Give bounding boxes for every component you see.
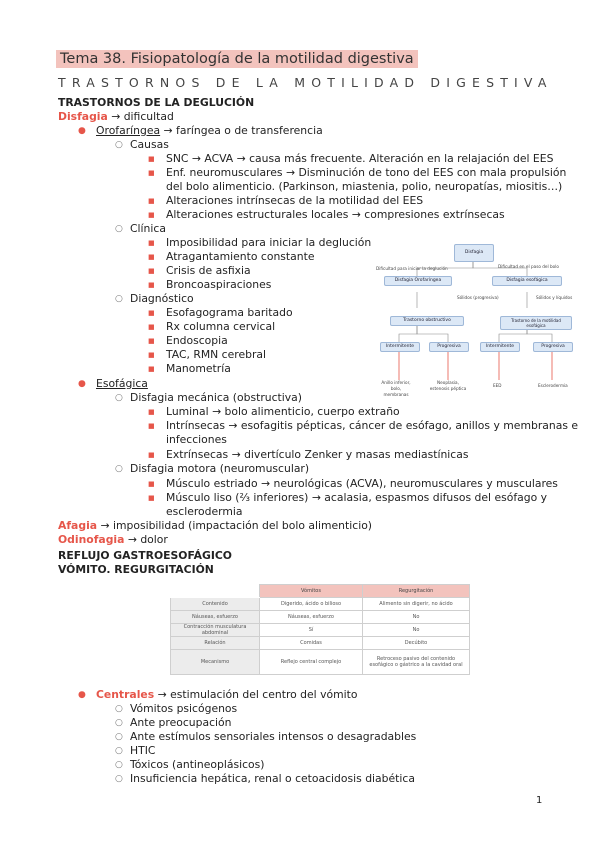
diagnostico-item: TAC, RMN cerebral — [166, 348, 267, 361]
vomito-regurgitacion-table — [170, 584, 470, 675]
causa-item: Alteraciones intrínsecas de la motilidad del EES — [166, 194, 424, 207]
bullet-circle-icon: ○ — [115, 760, 123, 770]
bullet-square-icon: ■ — [148, 211, 155, 219]
bullet-square-icon: ■ — [148, 494, 155, 502]
causa-item: Alteraciones estructurales locales → compresiones extrínsecas — [166, 208, 505, 221]
bullet-square-icon: ■ — [148, 253, 155, 261]
bullet-square-icon: ■ — [148, 408, 155, 416]
diagram-leaf-note: Esclerodermia — [538, 383, 568, 388]
disfagia-term: Disfagia — [58, 110, 108, 123]
diagram-root-node: Disfagia — [454, 244, 494, 262]
causas-label: Causas — [130, 138, 169, 151]
diagram-motilidad-node: Trastorno de la motilidad esofágica — [500, 316, 572, 330]
bullet-circle-icon: ○ — [115, 294, 123, 304]
centrales-item: Ante estímulos sensoriales intensos o desagradables — [130, 730, 417, 743]
table-cell: Reflejo central complejo — [260, 650, 363, 675]
bullet-square-icon: ■ — [148, 422, 155, 430]
table-row — [171, 650, 470, 675]
table-row — [171, 598, 470, 611]
table-header-cell — [171, 585, 260, 598]
motora-item-continuation: esclerodermia — [166, 505, 243, 518]
clinica-item: Broncoaspiraciones — [166, 278, 272, 291]
table-cell: Náuseas, esfuerzo — [260, 611, 363, 624]
centrales-item: Tóxicos (antineoplásicos) — [130, 758, 265, 771]
orofaringea-def: → faríngea o de transferencia — [160, 124, 323, 137]
odinofagia-def: → dolor — [124, 533, 168, 546]
diagnostico-label: Diagnóstico — [130, 292, 194, 305]
diagnostico-item: Endoscopia — [166, 334, 228, 347]
diagram-esofagica-node: Disfagia esofágica — [492, 276, 562, 286]
reflujo-heading: REFLUJO GASTROESOFÁGICO — [58, 549, 232, 562]
table-cell: Digerido, ácido o bilioso — [260, 598, 363, 611]
bullet-dot-icon: ● — [78, 126, 86, 136]
table-cell: Alimento sin digerir, no ácido — [363, 598, 470, 611]
table-row-header: Contracción musculatura abdominal — [171, 624, 260, 637]
mecanica-item: Luminal → bolo alimenticio, cuerpo extraño — [166, 405, 400, 418]
bullet-square-icon: ■ — [148, 281, 155, 289]
causa-item: Enf. neuromusculares → Disminución de tono del EES con mala propulsión — [166, 166, 567, 179]
table-cell: Decúbito — [363, 637, 470, 650]
bullet-circle-icon: ○ — [115, 704, 123, 714]
orofaringea-line — [96, 124, 323, 138]
page-number: 1 — [536, 795, 543, 806]
centrales-item: Ante preocupación — [130, 716, 232, 729]
table-row-header: Náuseas, esfuerzo — [171, 611, 260, 624]
diagram-leaf-node: Intermitente — [380, 342, 420, 352]
diagnostico-item: Manometría — [166, 362, 231, 375]
motora-label: Disfagia motora (neuromuscular) — [130, 462, 310, 475]
diagram-leaf-node: Progresiva — [429, 342, 469, 352]
table-row-header: Contenido — [171, 598, 260, 611]
centrales-line — [96, 688, 357, 702]
bullet-square-icon: ■ — [148, 351, 155, 359]
table-cell: Retroceso pasivo del contenido esofágico o gástrico a la cavidad oral — [363, 650, 470, 675]
afagia-line — [58, 519, 372, 533]
diagram-liquid-caption: Sólidos y líquidos — [536, 295, 573, 300]
bullet-circle-icon: ○ — [115, 746, 123, 756]
odinofagia-term: Odinofagia — [58, 533, 125, 546]
clinica-item: Atragantamiento constante — [166, 250, 315, 263]
bullet-square-icon: ■ — [148, 323, 155, 331]
diagram-solid-caption: Sólidos (progresiva) — [457, 295, 499, 300]
motora-item: Músculo liso (⅔ inferiores) → acalasia, espasmos difusos del esófago y — [166, 491, 548, 504]
diagram-leaf-note: EED — [493, 383, 502, 388]
bullet-square-icon: ■ — [148, 169, 155, 177]
bullet-circle-icon: ○ — [115, 464, 123, 474]
table-row-header: Relación — [171, 637, 260, 650]
centrales-def: → estimulación del centro del vómito — [154, 688, 358, 701]
table-row — [171, 624, 470, 637]
table-row — [171, 637, 470, 650]
table-cell: No — [363, 611, 470, 624]
section-subtitle: TRASTORNOS DE LA MOTILIDAD DIGESTIVA — [58, 75, 553, 90]
bullet-circle-icon: ○ — [115, 224, 123, 234]
diagnostico-item: Rx columna cervical — [166, 320, 276, 333]
diagram-orofaringea-node: Disfagia Orofaríngea — [384, 276, 452, 286]
diagram-leaf-note: Anillo inferior, bolo, membranas — [381, 380, 411, 397]
mecanica-item-continuation: infecciones — [166, 433, 227, 446]
bullet-circle-icon: ○ — [115, 140, 123, 150]
orofaringea-term: Orofaríngea — [96, 124, 161, 137]
diagram-right-caption: Dificultad en el paso del bolo — [498, 264, 559, 269]
odinofagia-line — [58, 533, 168, 547]
centrales-item: Vómitos psicógenos — [130, 702, 238, 715]
causa-item-continuation: del bolo alimenticio. (Parkinson, miastenia, polio, neuropatías, miositis…) — [166, 180, 563, 193]
bullet-circle-icon: ○ — [115, 393, 123, 403]
bullet-square-icon: ■ — [148, 337, 155, 345]
afagia-term: Afagia — [58, 519, 98, 532]
bullet-square-icon: ■ — [148, 239, 155, 247]
mecanica-item: Intrínsecas → esofagitis pépticas, cáncer de esófago, anillos y membranas e — [166, 419, 579, 432]
bullet-circle-icon: ○ — [115, 774, 123, 784]
clinica-item: Crisis de asfixia — [166, 264, 251, 277]
centrales-item: HTIC — [130, 744, 156, 757]
deglucion-heading: TRASTORNOS DE LA DEGLUCIÓN — [58, 96, 255, 109]
table-row-header: Mecanismo — [171, 650, 260, 675]
afagia-def: → imposibilidad (impactación del bolo alimenticio) — [97, 519, 373, 532]
centrales-term: Centrales — [96, 688, 155, 701]
table-header-cell: Regurgitación — [363, 585, 470, 598]
table-header-cell: Vómitos — [260, 585, 363, 598]
mecanica-item: Extrínsecas → divertículo Zenker y masas mediastínicas — [166, 448, 469, 461]
disfagia-line — [58, 110, 174, 124]
bullet-square-icon: ■ — [148, 365, 155, 373]
motora-item: Músculo estriado → neurológicas (ACVA), neuromusculares y musculares — [166, 477, 558, 490]
bullet-square-icon: ■ — [148, 480, 155, 488]
bullet-square-icon: ■ — [148, 451, 155, 459]
vomito-heading: VÓMITO. REGURGITACIÓN — [58, 563, 214, 576]
table-cell: Sí — [260, 624, 363, 637]
clinica-label: Clínica — [130, 222, 166, 235]
table-row — [171, 611, 470, 624]
diagram-left-caption: Dificultad para iniciar la deglución — [376, 266, 448, 271]
bullet-dot-icon: ● — [78, 379, 86, 389]
page-title: Tema 38. Fisiopatología de la motilidad digestiva — [56, 50, 418, 68]
bullet-square-icon: ■ — [148, 309, 155, 317]
diagram-leaf-node: Progresiva — [533, 342, 573, 352]
esofagica-term: Esofágica — [96, 377, 148, 390]
diagram-leaf-note: Neoplasia, estenosis péptica — [429, 380, 467, 391]
bullet-square-icon: ■ — [148, 267, 155, 275]
centrales-item: Insuficiencia hepática, renal o cetoacidosis diabética — [130, 772, 415, 785]
mecanica-label: Disfagia mecánica (obstructiva) — [130, 391, 302, 404]
bullet-square-icon: ■ — [148, 197, 155, 205]
diagram-leaf-node: Intermitente — [480, 342, 520, 352]
diagram-obstructivo-node: Trastorno obstructivo — [390, 316, 464, 326]
table-cell: Comidas — [260, 637, 363, 650]
bullet-circle-icon: ○ — [115, 718, 123, 728]
table-header-row — [171, 585, 470, 598]
bullet-dot-icon: ● — [78, 690, 86, 700]
disfagia-def: → dificultad — [107, 110, 174, 123]
bullet-square-icon: ■ — [148, 155, 155, 163]
table-cell: No — [363, 624, 470, 637]
clinica-item: Imposibilidad para iniciar la deglución — [166, 236, 372, 249]
causa-item: SNC → ACVA → causa más frecuente. Alteración en la relajación del EES — [166, 152, 554, 165]
bullet-circle-icon: ○ — [115, 732, 123, 742]
diagnostico-item: Esofagograma baritado — [166, 306, 293, 319]
